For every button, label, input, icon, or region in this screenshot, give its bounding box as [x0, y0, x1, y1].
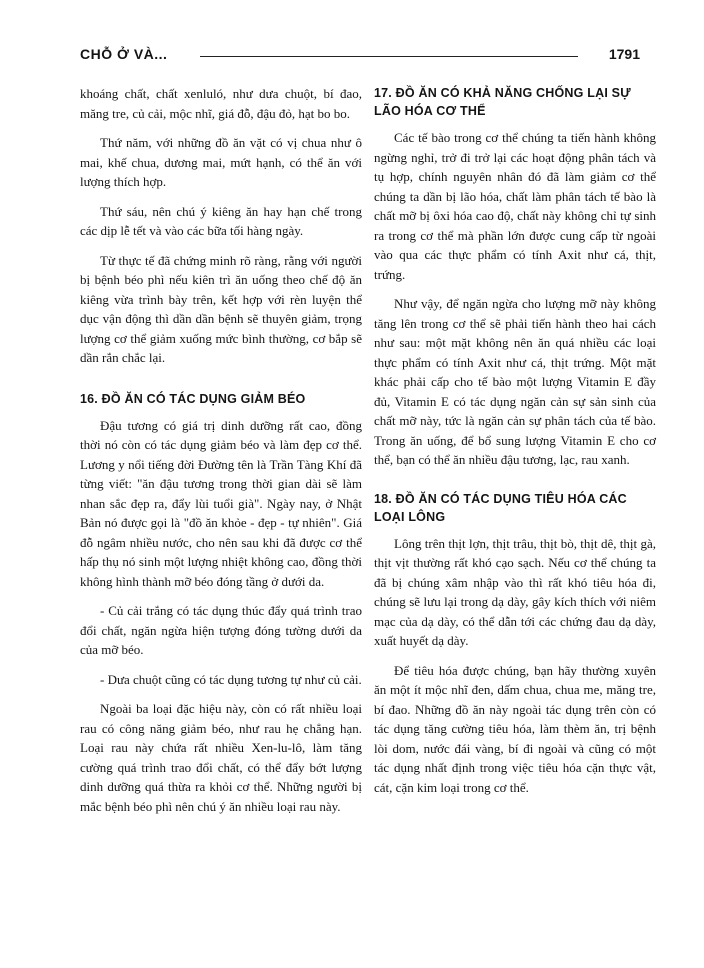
section-heading-18: 18. ĐỒ ĂN CÓ TÁC DỤNG TIÊU HÓA CÁC LOẠI LÔNG	[374, 491, 627, 524]
section-heading-17: 17. ĐỒ ĂN CÓ KHẢ NĂNG CHỐNG LẠI SỰ LÃO HÓA CƠ THỂ	[374, 86, 631, 118]
left-column	[80, 84, 362, 826]
paragraph: Từ thực tế đã chứng minh rõ ràng, rằng với người bị bệnh béo phì nếu kiên trì ăn uống theo chế độ ăn kiêng vừa trình bày trên, kết hợp với rèn luyện thể dục vận động thì dần dần bệnh sẽ thuyên giảm, trọng lượng cơ thể giảm xuống mức bình thường, cơ bắp sẽ dần rắn chắc lại.	[80, 252, 362, 365]
page-number: 1791	[608, 46, 640, 62]
paragraph: Lông trên thịt lợn, thịt trâu, thịt bò, thịt dê, thịt gà, thịt vịt thường rất khó cạo sạch. Nếu cơ thể chúng ta đã bị chúng xâm nhập vào thì rất khó tiêu hóa đi, chúng sẽ lưu lại trong dạ dày, gây kích thích với niêm mạc của dạ dày, có thể dẫn tới các chứng đau dạ dày, xuất huyết dạ dày.	[374, 535, 656, 648]
paragraph: Để tiêu hóa được chúng, bạn hãy thường xuyên ăn một ít mộc nhĩ đen, dấm chua, chua me, măng tre, bí đao. Những đồ ăn này ngoài tác dụng trên còn có tác dụng tăng cường tiêu hóa, làm thèm ăn, trị bệnh lòi dom, nước đái vàng, bí đi ngoài và cũng có một tác dụng nhất định trong việc tiêu hóa cặn thực vật, cát, cặn kim loại trong cơ thể.	[374, 662, 656, 795]
paragraph: Thứ năm, với những đồ ăn vặt có vị chua như ô mai, khế chua, dương mai, mứt hạnh, có thể ăn với lượng thích hợp.	[80, 135, 362, 189]
section-heading-16: 16. ĐỒ ĂN CÓ TÁC DỤNG GIẢM BÉO	[80, 391, 306, 406]
right-column	[374, 84, 656, 807]
page-header	[80, 44, 640, 68]
paragraph: khoáng chất, chất xenluló, như dưa chuột, bí đao, măng tre, củ cải, mộc nhĩ, giá đỗ, đậu đỏ, hạt bo bo.	[80, 86, 362, 121]
paragraph: Đậu tương có giá trị dinh dưỡng rất cao, đồng thời nó còn có tác dụng giảm béo và làm đẹp cơ thể. Lương y nổi tiếng đời Đường tên là Trần Tàng Khí đã từng viết: "ăn đậu tương trong thời gian dài sẽ làm nhan sắc đẹp ra, đẩy lùi tuổi già". Ngày nay, ở Nhật Bản nó được gọi là "đồ ăn khỏe - đẹp - tự nhiên". Giá đỗ ngâm nhiều nước, cho nên sau khi đã được cơ thể hấp thụ nó sinh một lượng nhiệt không cao, đồng thời không hình thành mỡ béo đóng tầng ở dưới da.	[80, 417, 362, 589]
paragraph: Thứ sáu, nên chú ý kiêng ăn hay hạn chế trong các dịp lễ tết và vào các bữa tối hàng ngày.	[80, 203, 362, 238]
header-rule	[200, 56, 578, 57]
paragraph: Các tế bào trong cơ thể chúng ta tiến hành không ngừng nghỉ, trở đi trở lại các hoạt động phân tách và tụ hợp, chính nguyên nhân đó đã làm giảm cơ thể chúng ta dần bị lão hóa, chất làm phân tách tế bào là chất mỡ bị ôxi hóa cao độ, chất này không chỉ tự sinh ra trong cơ thể mà phần lớn được cung cấp từ ngoài vào qua các thực phẩm có tính Axit như cá, thịt, trứng.	[374, 130, 656, 282]
paragraph: - Dưa chuột cũng có tác dụng tương tự như củ cải.	[100, 671, 362, 687]
paragraph: Ngoài ba loại đặc hiệu này, còn có rất nhiều loại rau có công năng giảm béo, như rau hẹ chẳng hạn. Loại rau này chứa rất nhiều Xen-lu-lô, làm tăng cường quá trình trao đổi chất, có thể đẩy bớt lượng dinh dưỡng quá thừa ra khỏi cơ thể. Những người bị mắc bệnh béo phì nên chú ý ăn nhiều loại rau này.	[80, 701, 362, 814]
paragraph: - Củ cải trắng có tác dụng thúc đẩy quá trình trao đổi chất, ngăn ngừa hiện tượng đóng tường dưới da của mỡ béo.	[80, 603, 362, 657]
paragraph: Như vậy, để ngăn ngừa cho lượng mỡ này không tăng lên trong cơ thể sẽ phải tiến hành theo hai cách như sau: một mặt không nên ăn quá nhiều các loại thực phẩm có tính Axit như cá, thịt trứng. Một mặt khác phải cấp cho tế bào một lượng Vitamin E đầy đủ, Vitamin E có tác dụng ngăn cản sự sản sinh của chất mỡ này, tức là ngăn cản sự phân tách của tế bào. Trong ăn uống, để bổ sung lượng Vitamin E cho cơ thể, bạn có thể ăn nhiều đậu tương, lạc, rau xanh.	[374, 296, 656, 467]
running-head: CHỖ Ở VÀ...	[80, 46, 168, 62]
